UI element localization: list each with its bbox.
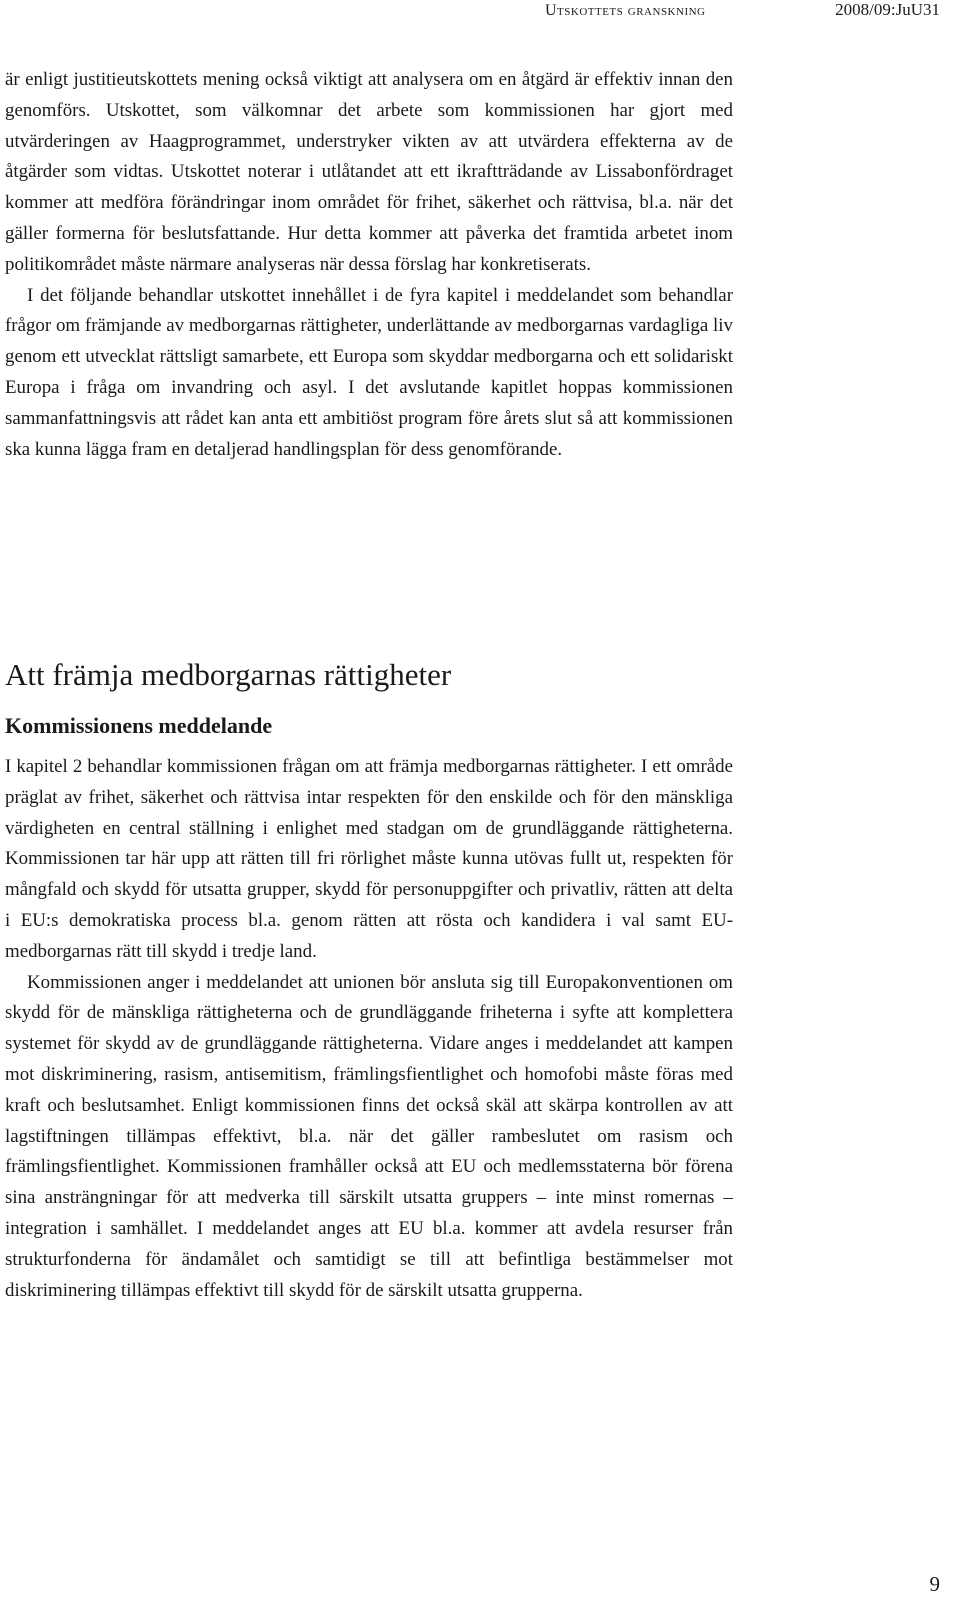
section-text (5, 752, 733, 1306)
section-subheading: Kommissionens meddelande (5, 713, 273, 738)
intro-text (5, 65, 733, 465)
paragraph: Kommissionen anger i meddelandet att unionen bör ansluta sig till Europakonventionen om skydd för de mänskliga rättigheterna och de grundläggande friheterna i syfte att komplettera systemet för skydd av de grundläggande rättigheterna. Vidare anges i meddelandet att kampen mot diskriminering, rasism, antisemitism, främlingsfientlighet och homofobi måste föras med kraft och beslutsamhet. Enligt kommissionen finns det också skäl att skärpa kontrollen av att lagstiftningen tillämpas effektivt, bl.a. när det gäller rambeslutet om rasism och främlingsfientlighet. Kommissionen framhåller också att EU och medlemsstaterna bör förena sina ansträngningar för att medverka till särskilt utsatta gruppers – inte minst romernas – integration i samhället. I meddelandet anges att EU bl.a. kommer att avdela resurser från strukturfonderna för ändamålet och samtidigt se till att befintliga bestämmelser mot diskriminering tillämpas effektivt till skydd för de särskilt utsatta grupperna. (5, 971, 733, 1301)
section-heading: Att främja medborgarnas rättigheter (5, 657, 452, 692)
section-heading-block (5, 656, 805, 740)
running-header-job-code: 2008/09:JuU31 (835, 0, 940, 19)
running-header (0, 0, 960, 30)
paragraph: I kapitel 2 behandlar kommissionen frågan om att främja medborgarnas rättigheter. I ett område präglat av frihet, säkerhet och rättvisa intar respekten för den enskilde och för den mänskliga värdigheten en central ställning i enlighet med stadgan om de grundläggande rättigheterna. Kommissionen tar här upp att rätten till fri rörlighet måste kunna utövas fullt ut, respekten för mångfald och skydd för utsatta grupper, skydd för personuppgifter och privatliv, rätten att delta i EU:s demokratiska process bl.a. genom rätten att rösta och kandidera i val samt EU-medborgarnas rätt till skydd i tredje land. (5, 756, 733, 962)
page-number: 9 (929, 1572, 940, 1596)
paragraph: är enligt justitieutskottets mening också viktigt att analysera om en åtgärd är effektiv innan den genomförs. Utskottet, som välkomnar det arbete som kommissionen har gjort med utvärderingen av Haagprogrammet, understryker vikten av att utvärdera effekterna av de åtgärder som vidtas. Utskottet noterar i utlåtandet att ett ikraftträdande av Lissabonfördraget kommer att medföra förändringar inom området för frihet, säkerhet och rättvisa, bl.a. när det gäller formerna för beslutsfattande. Hur detta kommer att påverka det framtida arbetet inom politikområdet måste närmare analyseras när dessa förslag har konkretiserats. (5, 69, 733, 275)
running-header-section-title: Utskottets granskning (545, 2, 706, 19)
paragraph: I det följande behandlar utskottet innehållet i de fyra kapitel i meddelandet som behandlar frågor om främjande av medborgarnas rättigheter, underlättande av medborgarnas vardagliga liv genom ett utvecklat rättsligt samarbete, ett Europa som skyddar medborgarna och ett solidariskt Europa i fråga om invandring och asyl. I det avslutande kapitlet hoppas kommissionen sammanfattningsvis att rådet kan anta ett ambitiöst program före årets slut så att kommissionen ska kunna lägga fram en detaljerad handlingsplan för dess genomförande. (5, 284, 733, 460)
